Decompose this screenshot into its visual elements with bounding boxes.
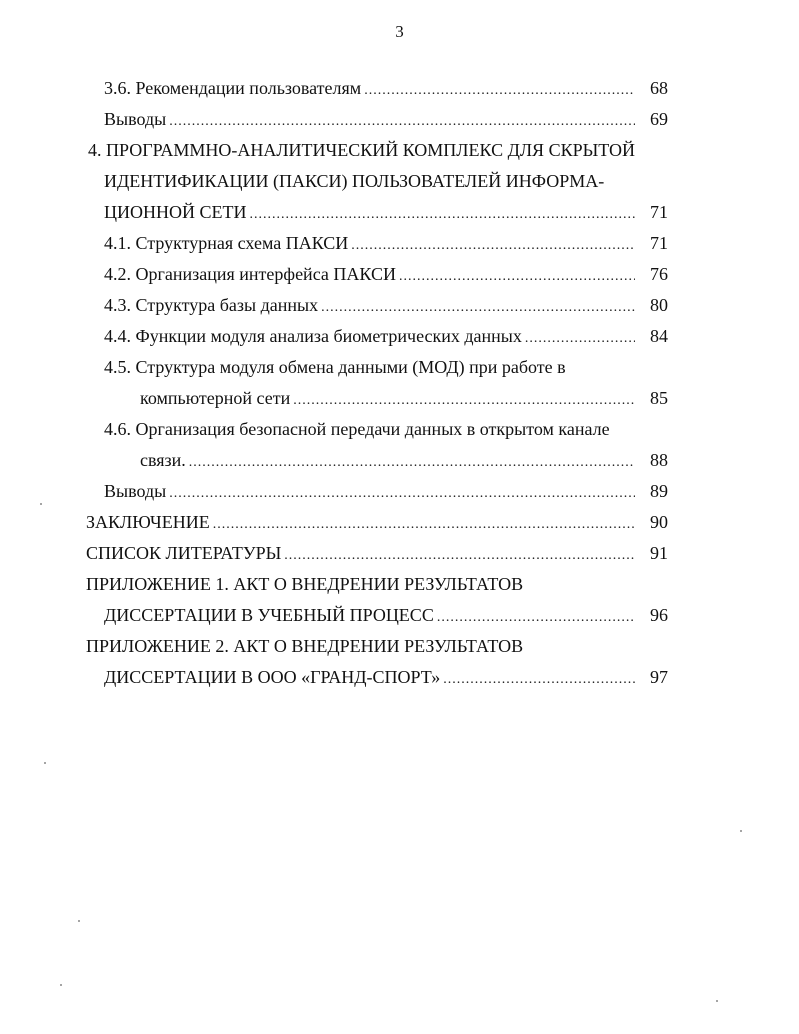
toc-entry-title: Выводы [104,109,167,129]
leader-dots [443,672,635,688]
toc-entry[interactable] [104,264,668,294]
toc-entry-page: 91 [650,543,668,563]
toc-entry-page: 80 [650,295,668,315]
toc-entry-title: ЦИОННОЙ СЕТИ [104,202,247,222]
toc-entry[interactable] [104,667,668,697]
toc-entry-heading[interactable] [88,140,668,170]
toc-entry-page: 71 [650,202,668,222]
toc-entry-title: СПИСОК ЛИТЕРАТУРЫ [86,543,282,563]
toc-entry-title: ЗАКЛЮЧЕНИЕ [86,512,210,532]
page-number: 3 [395,22,404,41]
toc-entry-page: 68 [650,78,668,98]
toc-entry[interactable] [86,543,668,573]
toc-entry-page: 96 [650,605,668,625]
toc-entry-title: ПРИЛОЖЕНИЕ 2. АКТ О ВНЕДРЕНИИ РЕЗУЛЬТАТОВ [86,636,524,656]
scan-speck [44,762,46,764]
toc-entry-title: связи. [140,450,186,470]
leader-dots [213,517,635,533]
toc-entry-title: ДИССЕРТАЦИИ В УЧЕБНЫЙ ПРОЦЕСС [104,605,434,625]
toc-entry-heading[interactable] [86,636,668,666]
toc-entry-title: 4.2. Организация интерфейса ПАКСИ [104,264,396,284]
toc-entry-title: ИДЕНТИФИКАЦИИ (ПАКСИ) ПОЛЬЗОВАТЕЛЕЙ ИНФОРМА- [104,171,605,191]
scan-speck [716,1000,718,1002]
leader-dots [250,207,636,223]
toc-entry[interactable] [104,202,668,232]
toc-entry-title: Выводы [104,481,167,501]
scan-speck [40,503,42,505]
leader-dots [364,83,635,99]
toc-entry-title: 4.6. Организация безопасной передачи данных в открытом канале [104,419,610,439]
toc-entry-title: ДИССЕРТАЦИИ В ООО «ГРАНД-СПОРТ» [104,667,441,687]
toc-entry[interactable] [104,78,668,108]
toc-entry-heading[interactable] [104,357,668,387]
leader-dots [189,455,635,471]
leader-dots [169,486,635,502]
toc-entry[interactable] [104,295,668,325]
toc-entry-page: 76 [650,264,668,284]
leader-dots [399,269,635,285]
toc-entry[interactable] [104,326,668,356]
toc-entry-page: 88 [650,450,668,470]
toc-entry-title: 3.6. Рекомендации пользователям [104,78,362,98]
toc-entry[interactable] [104,481,668,511]
leader-dots [525,331,635,347]
leader-dots [321,300,635,316]
leader-dots [169,114,635,130]
toc-entry[interactable] [140,450,668,480]
toc-entry-heading[interactable] [104,419,668,449]
leader-dots [437,610,635,626]
scan-speck [78,920,80,922]
toc-entry-page: 71 [650,233,668,253]
toc-entry-heading[interactable] [86,574,668,604]
toc-entry-title: компьютерной сети [140,388,291,408]
toc-entry-title: 4.1. Структурная схема ПАКСИ [104,233,349,253]
toc-entry[interactable] [104,109,668,139]
toc-entry-page: 90 [650,512,668,532]
toc-entry-page: 84 [650,326,668,346]
toc-entry-title: 4.5. Структура модуля обмена данными (МОД) при работе в [104,357,566,377]
toc-entry[interactable] [86,512,668,542]
toc-entry-title: 4.3. Структура базы данных [104,295,319,315]
toc-entry[interactable] [104,233,668,263]
toc-entry-title: ПРИЛОЖЕНИЕ 1. АКТ О ВНЕДРЕНИИ РЕЗУЛЬТАТОВ [86,574,524,594]
toc-entry-page: 85 [650,388,668,408]
scan-speck [740,830,742,832]
toc-entry-page: 69 [650,109,668,129]
leader-dots [293,393,635,409]
toc-entry-heading[interactable] [104,171,668,201]
toc-entry-page: 89 [650,481,668,501]
toc-entry-page: 97 [650,667,668,687]
leader-dots [284,548,635,564]
toc-entry[interactable] [104,605,668,635]
toc-entry[interactable] [140,388,668,418]
leader-dots [351,238,635,254]
scan-speck [60,984,62,986]
toc-entry-title: 4. ПРОГРАММНО-АНАЛИТИЧЕСКИЙ КОМПЛЕКС ДЛЯ СКРЫТОЙ [88,140,636,160]
toc-entry-title: 4.4. Функции модуля анализа биометрических данных [104,326,522,346]
